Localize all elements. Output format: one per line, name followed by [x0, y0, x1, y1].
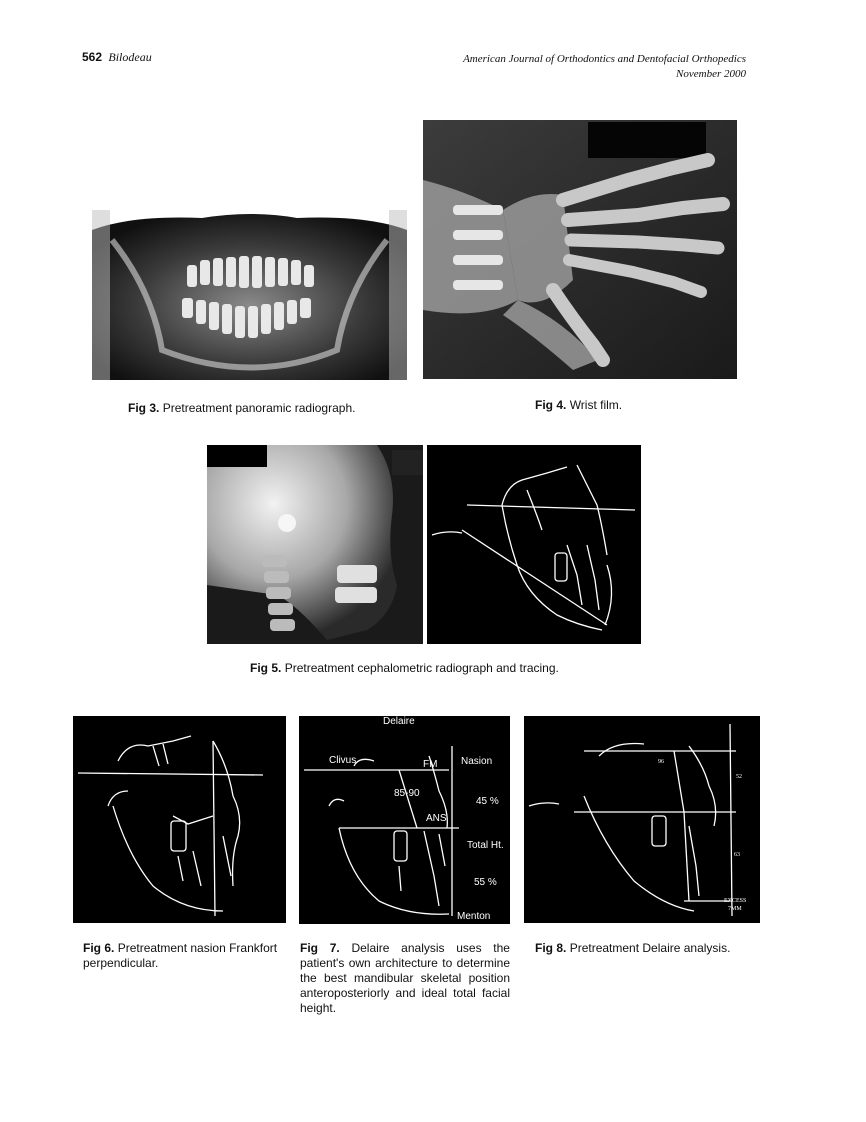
delaire-title-label: Delaire — [383, 716, 415, 727]
lower-percent-label: 55 % — [474, 877, 497, 888]
excess-label: EXCESS — [724, 898, 747, 904]
fig7-label: Fig 7. — [300, 941, 340, 955]
fig5-label: Fig 5. — [250, 661, 282, 675]
running-header-right — [463, 52, 746, 82]
fig5-caption — [250, 661, 559, 676]
fig8-caption-text: Pretreatment Delaire analysis. — [569, 941, 731, 955]
clivus-label: Clivus — [329, 755, 357, 766]
cephalometric-radiograph-image — [207, 445, 423, 644]
fig4-label: Fig 4. — [535, 398, 567, 412]
fig5-caption-text: Pretreatment cephalometric radiograph and tracing. — [284, 661, 559, 675]
ans-label: ANS — [426, 813, 447, 824]
delaire-analysis-tracing-image — [524, 716, 760, 923]
cephalometric-tracing-image — [427, 445, 641, 644]
journal-title: American Journal of Orthodontics and Dentofacial Orthopedics — [463, 53, 746, 65]
fig7-caption — [300, 941, 510, 1016]
angle-label: 85-90 — [394, 788, 420, 799]
page-number: 562 — [82, 50, 103, 64]
menton-label: Menton — [457, 911, 491, 922]
fig3-caption — [128, 401, 355, 416]
fig8-label: Fig 8. — [535, 941, 567, 955]
excess-mm-label: 7MM — [728, 906, 742, 912]
fig8-caption — [535, 941, 730, 956]
fig6-label: Fig 6. — [83, 941, 115, 955]
issue-date: November 2000 — [676, 68, 746, 80]
fig6-caption — [83, 941, 283, 971]
fm-label: FM — [423, 759, 438, 770]
delaire-analysis-diagram — [299, 716, 510, 924]
nasion-frankfort-tracing-image — [73, 716, 286, 923]
nasion-label: Nasion — [461, 756, 493, 767]
lower-63-label: 63 — [734, 852, 740, 858]
fig6-caption-text: Pretreatment nasion Frankfort perpendicular. — [83, 941, 278, 970]
total-height-label: Total Ht. — [467, 840, 504, 851]
fig3-caption-text: Pretreatment panoramic radiograph. — [162, 401, 356, 415]
fig3-label: Fig 3. — [128, 401, 160, 415]
running-header-left — [82, 50, 152, 65]
angle-96-label: 96 — [658, 759, 664, 765]
author-name: Bilodeau — [108, 50, 152, 64]
panoramic-radiograph-image — [92, 210, 407, 380]
fig4-caption-text: Wrist film. — [569, 398, 623, 412]
fig4-caption — [535, 398, 622, 413]
upper-52-label: 52 — [736, 774, 742, 780]
fig7-caption-text: Delaire analysis uses the patient's own architecture to determine the best mandibular skeletal position anteroposteriorly and ideal total facial height. — [300, 941, 510, 1015]
upper-percent-label: 45 % — [476, 796, 499, 807]
wrist-film-image — [423, 120, 737, 379]
